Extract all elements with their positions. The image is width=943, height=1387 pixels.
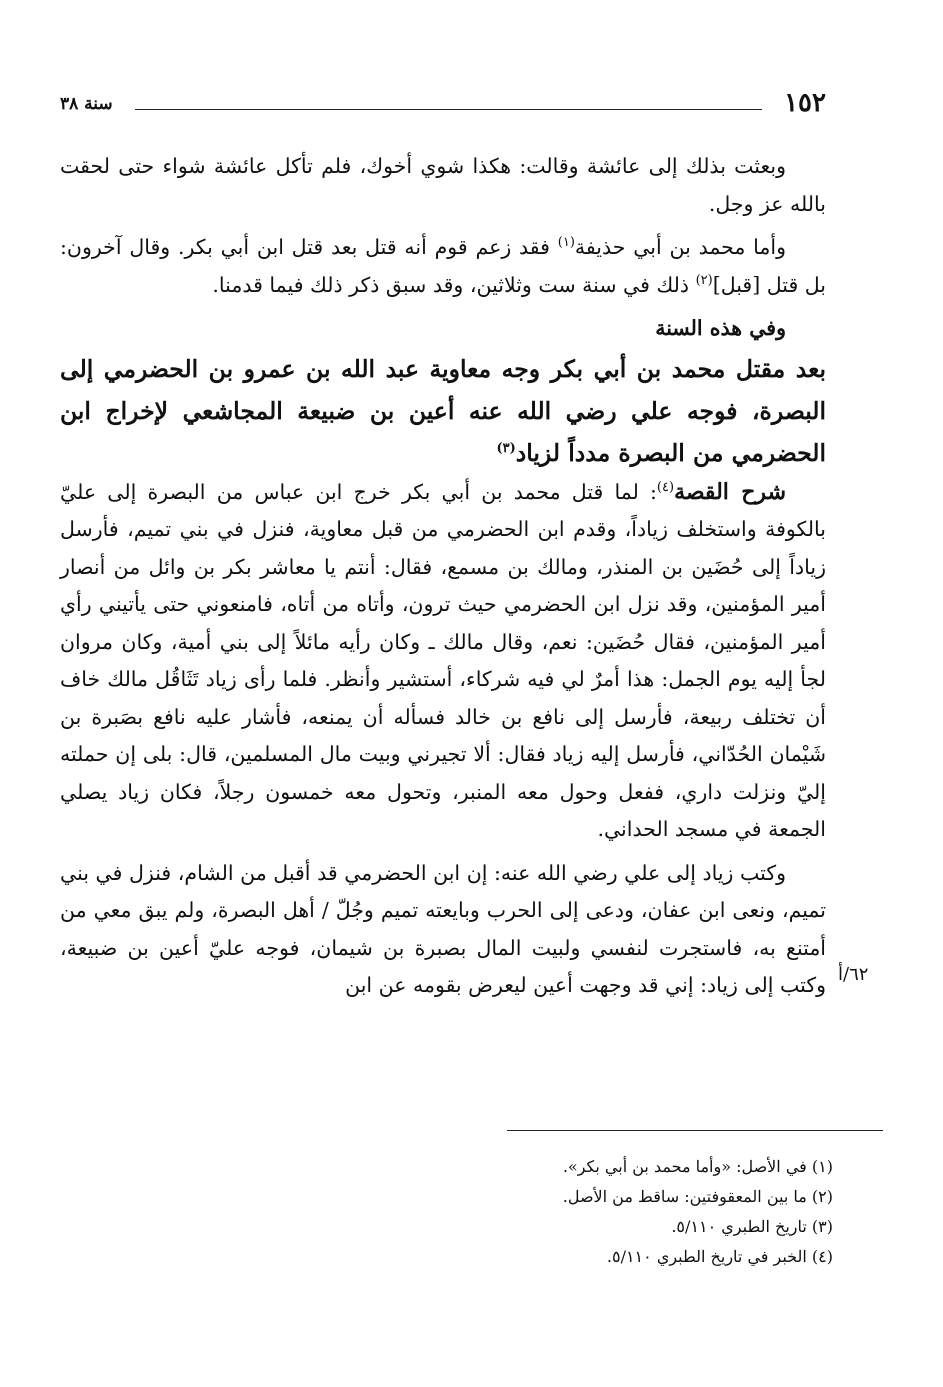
paragraph-4 [60, 474, 826, 849]
manuscript-folio-note: ٦٢/أ [838, 964, 869, 985]
paragraph-3: وفي هذه السنة [655, 316, 786, 340]
footnote-rule [507, 1130, 883, 1131]
body-text [60, 148, 826, 1005]
footnote-ref-1: (١) [557, 235, 575, 251]
footnote-ref-2: (٢) [695, 272, 713, 288]
heading-text: بعد مقتل محمد بن أبي بكر وجه معاوية عبد الله بن عمرو بن الحضرمي إلى البصرة، فوجه علي رضي الله عنه أعين بن ضبيعة المجاشعي لإخراج ابن الحضرمي من البصرة مدداً لزياد [60, 354, 826, 467]
header-rule [135, 109, 762, 110]
footnote-3: (٣) تاريخ الطبري ٥/١١٠. [671, 1217, 833, 1236]
p2-part-a: وأما محمد بن أبي حذيفة [574, 235, 787, 259]
paragraph-2 [60, 229, 826, 304]
footnote-1: (١) في الأصل: «وأما محمد بن أبي بكر». [562, 1157, 833, 1176]
p4-text: : لما قتل محمد بن أبي بكر خرج ابن عباس من البصرة إلى عليّ بالكوفة واستخلف زياداً، وقدم ابن الحضرمي من قبل معاوية، فنزل في بني تميم، فأرسل زياداً إلى حُضَين بن المنذر، ومالك بن مسمع، فقال: أنتم يا معاشر بكر بن وائل من أنصار أمير المؤمنين، وقد نزل ابن الحضرمي حيث ترون، وأتاه من أتاه، فامنعوني حتى يأتيني رأي أمير المؤمنين، فقال حُضَين: نعم، وقال مالك ـ وكان رأيه مائلاً إلى بني أمية، وكان مروان لجأ إليه يوم الجمل: هذا أمرٌ لي فيه شركاء، أستشير وأنظر. فلما رأى زياد تَثَاقُل مالك خاف أن تختلف ربيعة، فأرسل إلى نافع بن خالد فسأله أن يمنعه، فأشار عليه نافع بصَبرة بن شَيْمان الحُدّاني، فأرسل إليه زياد فقال: ألا تجيرني وبيت مال المسلمين، قال: بلى إن حملته إليّ ونزلت داري، ففعل وحول معه المنبر، وتحول معه خمسون رجلاً، فكان زياد يصلي الجمعة في مسجد الحداني. [60, 479, 826, 841]
paragraph-5: وكتب زياد إلى علي رضي الله عنه: إن ابن الحضرمي قد أقبل من الشام، فنزل في بني تميم، ونعى ابن عفان، ودعى إلى الحرب وبايعته تميم وجُلّ / أهل البصرة، ولم يبق معي من أمتنع به، فاستجرت لنفسي ولبيت المال بصبرة بن شيمان، فوجه عليّ أعين بن ضبيعة، وكتب إلى زياد: إني قد وجهت أعين ليعرض بقومه عن ابن [60, 860, 826, 997]
footnote-4: (٤) الخبر في تاريخ الطبري ٥/١١٠. [606, 1247, 833, 1266]
footnote-ref-4: (٤) [656, 479, 675, 495]
footnote-2: (٢) ما بين المعقوفتين: ساقط من الأصل. [562, 1187, 833, 1206]
paragraph-1: وبعثت بذلك إلى عائشة وقالت: هكذا شوي أخوك، فلم تأكل عائشة شواء حتى لحقت بالله عز وجل. [60, 154, 826, 216]
footnotes [133, 1152, 833, 1272]
p2-part-c: ذلك في سنة ست وثلاثين، وقد سبق ذكر ذلك فيما قدمنا. [212, 272, 696, 297]
story-lead: شرح القصة [674, 478, 786, 505]
p2-part-b: فقد زعم قوم أنه قتل بعد قتل ابن أبي بكر. وقال آخرون: بل قتل [قبل] [60, 235, 826, 297]
page-number: ١٥٢ [784, 88, 826, 118]
footnote-ref-3: (٣) [496, 440, 516, 456]
section-heading [60, 348, 826, 474]
page-header [60, 88, 826, 124]
running-head: سنة ٣٨ [60, 94, 113, 114]
